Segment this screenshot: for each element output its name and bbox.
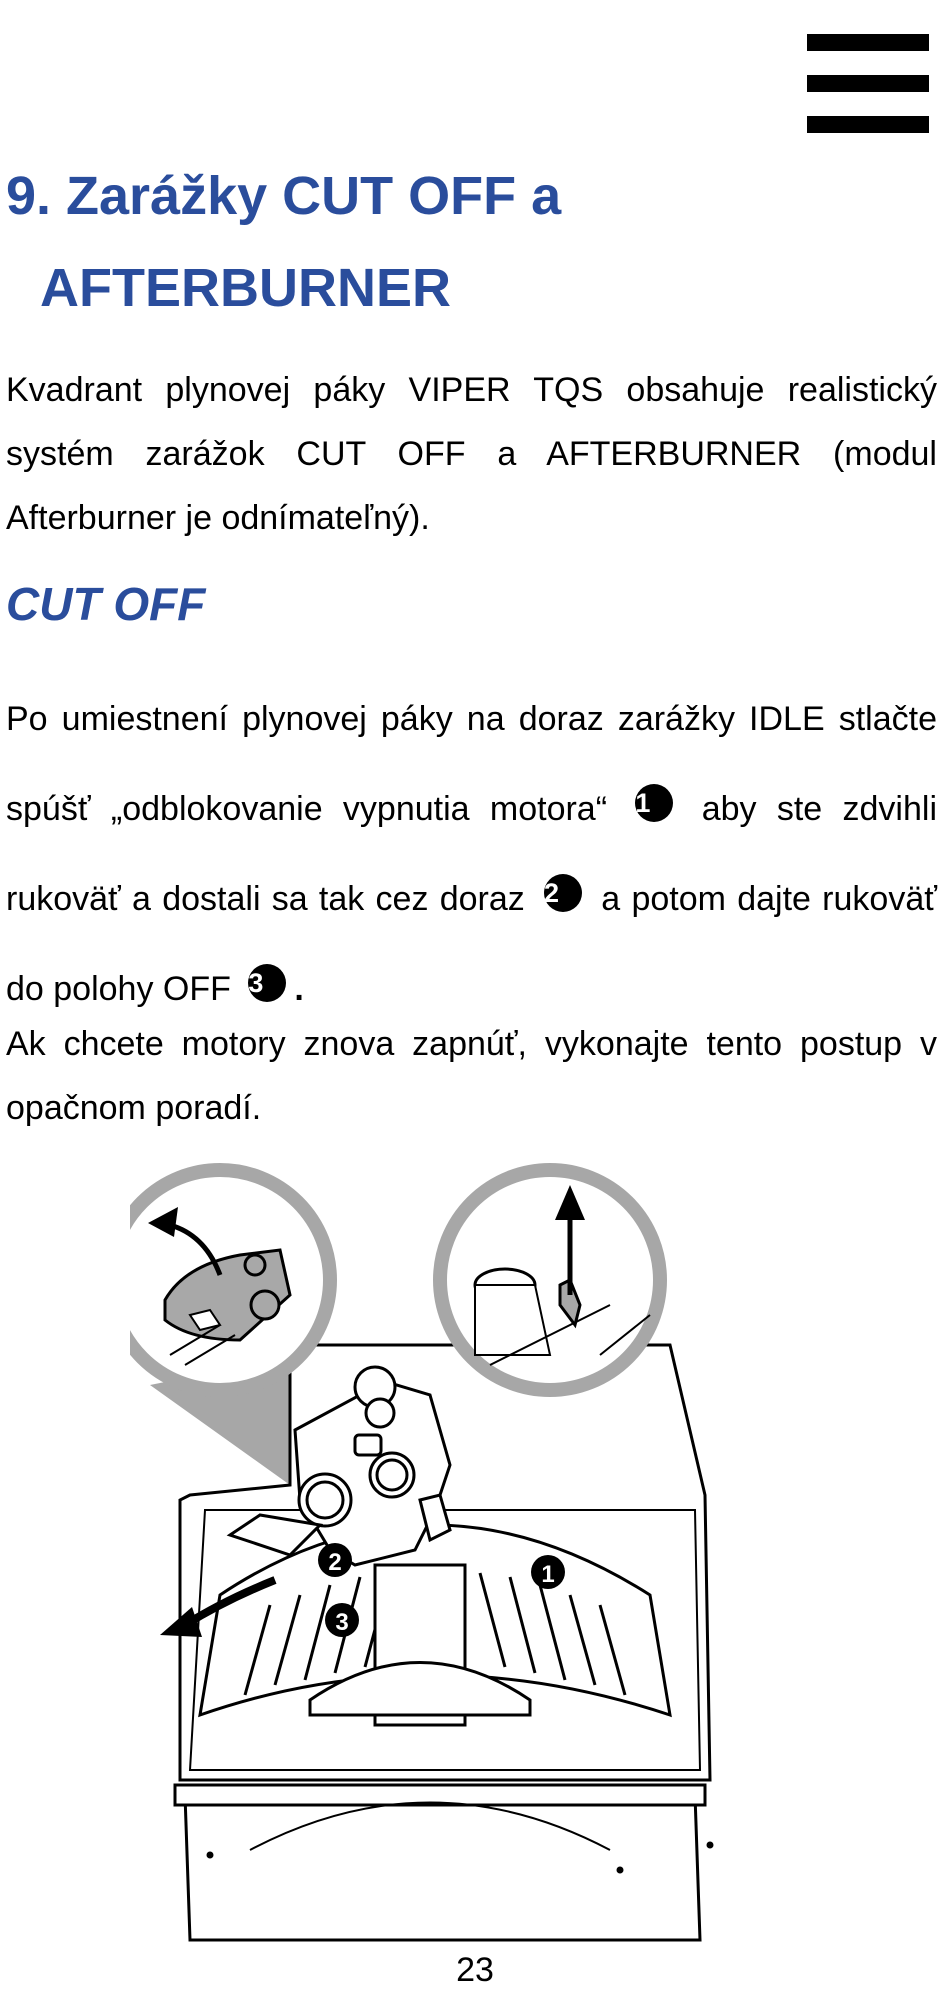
figure-marker-1 [531,1555,565,1589]
section-title-line-2: AFTERBURNER [40,258,451,318]
instruction-text: Po umiestnení plynovej páky na doraz zarážky IDLE stlačte spúšť „odblokovanie vypnutia motora“ [6,700,937,828]
hamburger-menu-icon[interactable] [807,34,929,134]
instruction-period: . [294,970,304,1008]
step-3-marker: 3 [248,964,286,1002]
left-detail-circle [130,1170,330,1390]
section-title [6,150,561,334]
throttle-illustration [130,1155,820,1945]
menu-bar [807,75,929,92]
figure-marker-3 [325,1603,359,1637]
figure-label-2: 2 [328,1549,342,1576]
menu-bar [807,34,929,51]
page-number: 23 [456,1951,494,1989]
figure-marker-2 [318,1543,352,1577]
instruction-text: aby ste zdvihli rukoväť a dostali sa tak cez doraz [6,790,937,918]
cut-off-instructions [6,674,937,1034]
figure-label-1: 1 [541,1561,555,1588]
step-1-marker: 1 [635,784,673,822]
figure-label-3: 3 [335,1609,349,1636]
cut-off-heading: CUT OFF [6,578,206,630]
intro-paragraph: Kvadrant plynovej páky VIPER TQS obsahuje realistický systém zarážok CUT OFF a AFTERBURNER (modul Afterburner je odnímateľný). [6,371,937,537]
right-detail-circle [440,1170,660,1390]
instruction-text: a potom dajte rukoväť do polohy OFF [6,880,937,1008]
section-title-line-1: 9. Zarážky CUT OFF a [6,166,562,226]
step-2-marker: 2 [544,874,582,912]
menu-bar [807,116,929,133]
restart-paragraph: Ak chcete motory znova zapnúť, vykonajte tento postup v opačnom poradí. [6,1025,937,1127]
